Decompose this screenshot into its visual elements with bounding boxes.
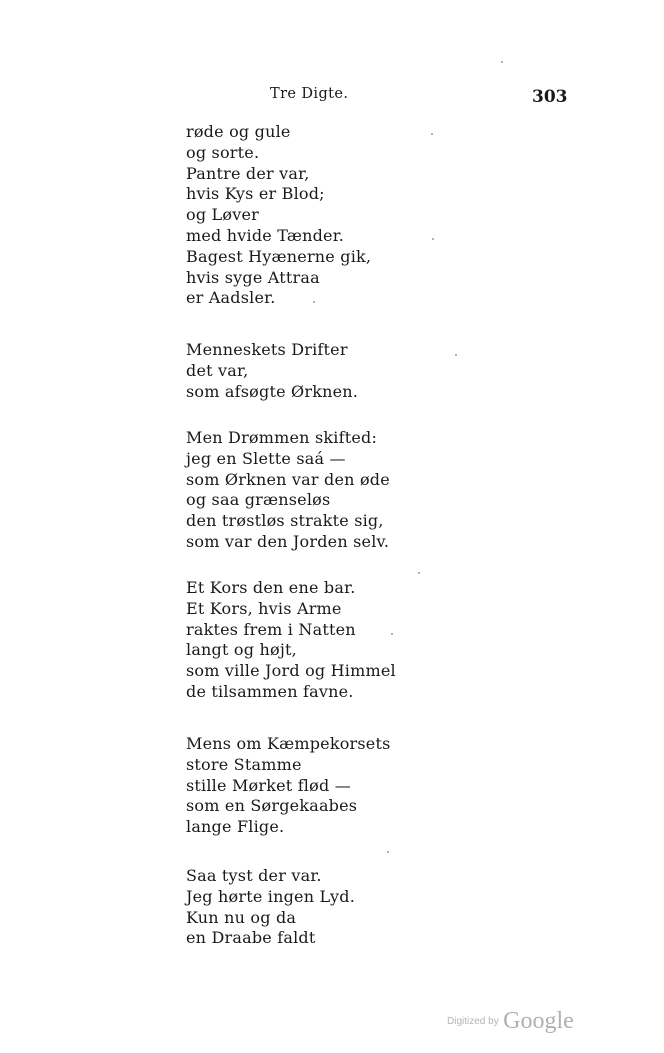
poem-line: som en Sørgekaabes	[186, 796, 358, 816]
poem-line: og Løver	[186, 205, 259, 225]
scan-speck	[313, 301, 315, 303]
scan-speck	[432, 238, 434, 240]
poem-line: er Aadsler.	[186, 288, 276, 308]
poem-line: Et Kors den ene bar.	[186, 578, 356, 597]
poem-line: som ville Jord og Himmel	[186, 661, 396, 681]
poem-line: Kun nu og da	[186, 907, 297, 927]
poem-line: Et Kors, hvis Arme	[186, 598, 342, 618]
stanza-6	[186, 866, 355, 949]
google-logo: Google	[503, 1008, 574, 1034]
poem-line: hvis Kys er Blod;	[186, 184, 325, 204]
poem-line: som afsøgte Ørknen.	[186, 381, 359, 401]
scan-speck	[501, 61, 503, 63]
stanza-3	[186, 428, 390, 553]
poem-line: og saa grænseløs	[186, 490, 331, 510]
stanza-1	[186, 122, 371, 309]
poem-line: røde og gule	[186, 122, 291, 141]
poem-line: Jeg hørte ingen Lyd.	[186, 886, 356, 906]
scan-speck	[431, 133, 433, 135]
scan-speck	[418, 572, 420, 574]
poem-line: Menneskets Drifter	[186, 340, 348, 359]
poem-line: og sorte.	[186, 142, 260, 162]
stanza-4	[186, 578, 396, 703]
poem-line: Pantre der var,	[186, 163, 310, 183]
watermark-prefix: Digitized by	[447, 1016, 499, 1027]
poem-line: store Stamme	[186, 754, 302, 774]
poem-line: med hvide Tænder.	[186, 225, 345, 245]
poem-line: som var den Jorden selv.	[186, 531, 390, 551]
poem-line: lange Flige.	[186, 817, 285, 837]
poem-line: det var,	[186, 360, 249, 380]
page-number: 303	[532, 87, 568, 107]
poem-line: den trøstløs strakte sig,	[186, 511, 384, 531]
running-title: Tre Digte.	[270, 86, 349, 102]
poem-line: Mens om Kæmpekorsets	[186, 734, 391, 753]
poem-line: Men Drømmen skifted:	[186, 428, 378, 447]
poem-line: langt og højt,	[186, 640, 297, 660]
scan-speck	[455, 354, 457, 356]
poem-line: stille Mørket flød —	[186, 775, 351, 795]
poem-line: de tilsammen favne.	[186, 681, 354, 701]
scan-speck	[387, 851, 389, 853]
poem-line: en Draabe faldt	[186, 928, 316, 948]
stanza-2	[186, 340, 358, 402]
poem-line: som Ørknen var den øde	[186, 469, 390, 489]
poem-line: jeg en Slette saá —	[186, 448, 346, 468]
poem-line: hvis syge Attraa	[186, 267, 320, 287]
poem-line: Bagest Hyænerne gik,	[186, 246, 372, 266]
poem-line: Saa tyst der var.	[186, 866, 322, 885]
scan-speck	[391, 633, 393, 635]
poem-line: raktes frem i Natten	[186, 619, 356, 639]
digitized-by-google-watermark	[447, 1008, 574, 1035]
stanza-5	[186, 734, 391, 838]
